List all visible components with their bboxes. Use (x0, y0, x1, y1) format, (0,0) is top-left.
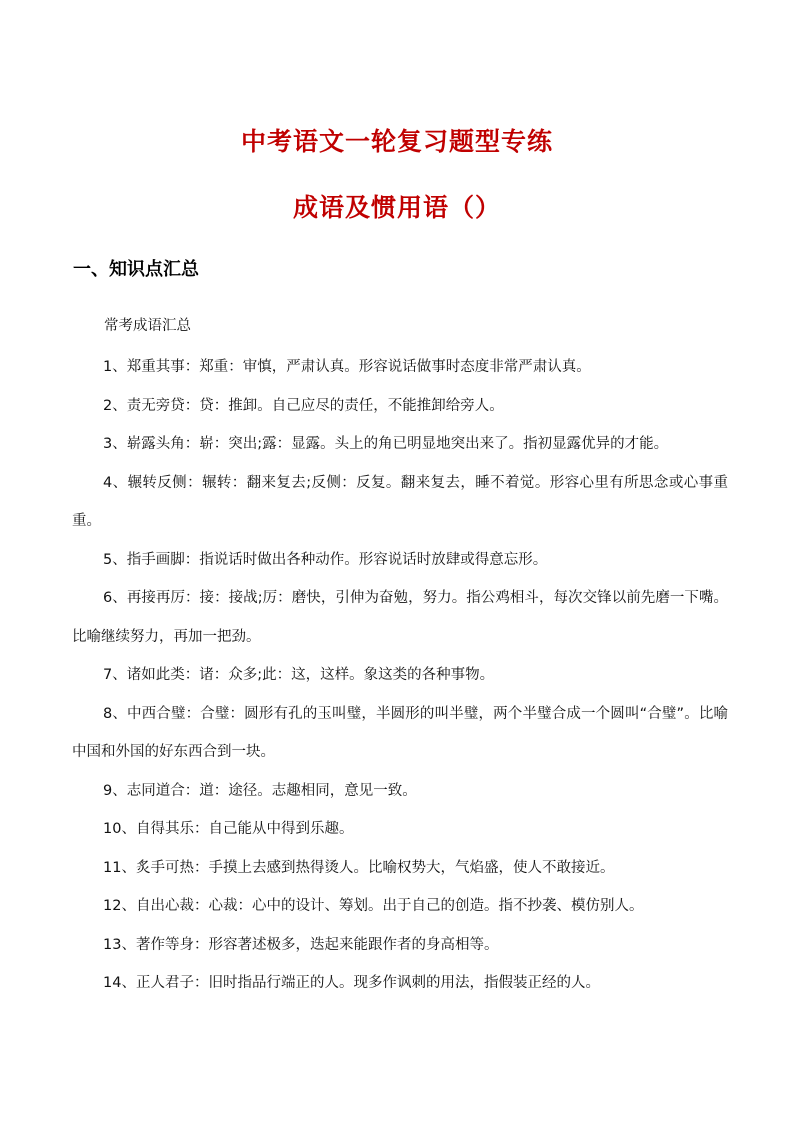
list-item: 3、崭露头角：崭：突出;露：显露。头上的角已明显地突出来了。指初显露优异的才能。 (103, 436, 669, 452)
list-label: 常考成语汇总 (104, 318, 191, 334)
list-item: 12、自出心裁：心裁：心中的设计、筹划。出于自己的创造。指不抄袭、模仿别人。 (103, 898, 644, 914)
list-item: 10、自得其乐：自己能从中得到乐趣。 (103, 821, 354, 837)
list-item: 11、炙手可热：手摸上去感到热得烫人。比喻权势大，气焰盛，使人不敢接近。 (103, 859, 615, 876)
list-item: 14、正人君子：旧时指品行端正的人。现多作讽刺的用法，指假装正经的人。 (103, 975, 600, 991)
list-item: 5、指手画脚：指说话时做出各种动作。形容说话时放肆或得意忘形。 (103, 551, 548, 568)
list-item: 4、辗转反侧：辗转：翻来复去;反侧：反复。翻来复去，睡不着觉。形容心里有所思念或心事重重。 (72, 474, 728, 529)
document-title: 中考语文一轮复习题型专练 (240, 127, 553, 156)
list-item: 9、志同道合：道：途径。志趣相同，意见一致。 (103, 782, 417, 799)
document-subtitle: 成语及惯用语（） (292, 193, 501, 222)
idiom-list (72, 348, 728, 1003)
list-item: 2、责无旁贷：贷：推卸。自己应尽的责任，不能推卸给旁人。 (103, 397, 504, 414)
list-item: 13、著作等身：形容著述极多，迭起来能跟作者的身高相等。 (103, 936, 499, 953)
list-item: 6、再接再厉：接：接战;厉：磨快，引伸为奋勉，努力。指公鸡相斗，每次交锋以前先磨一下嘴。比喻继续努力，再加一把劲。 (72, 590, 728, 645)
list-item: 1、郑重其事：郑重：审慎，严肃认真。形容说话做事时态度非常严肃认真。 (103, 359, 591, 375)
list-item: 7、诸如此类：诸：众多;此：这，这样。象这类的各种事物。 (103, 667, 495, 683)
list-item: 8、中西合璧：合璧：圆形有孔的玉叫璧，半圆形的叫半璧，两个半璧合成一个圆叫“合璧”。比喻中国和外国的好东西合到一块。 (72, 705, 728, 760)
section-heading: 一、知识点汇总 (73, 259, 199, 280)
